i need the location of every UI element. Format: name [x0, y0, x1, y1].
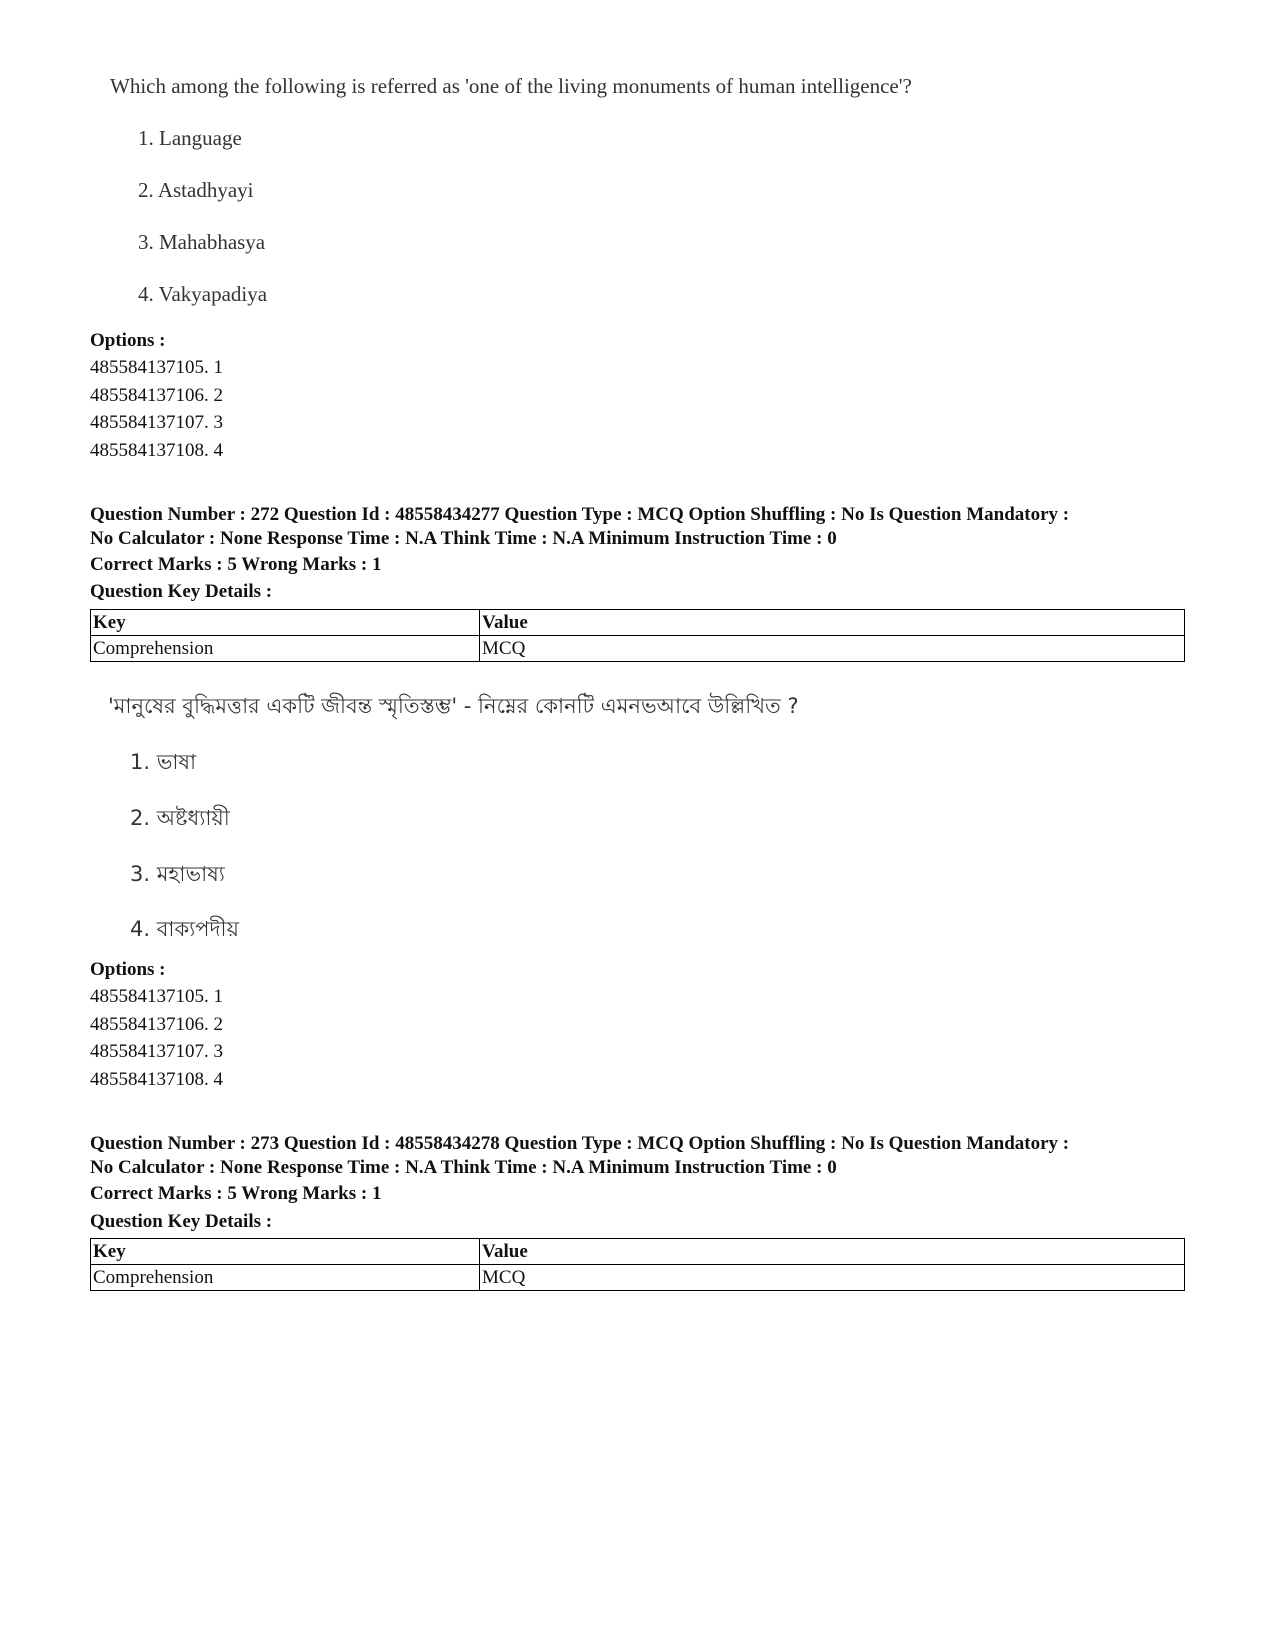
meta-line: Question Number : 273 Question Id : 48558434278 Question Type : MCQ Option Shuffling : No Is Question Mandatory :: [90, 1133, 1070, 1154]
marks-line: Correct Marks : 5 Wrong Marks : 1: [90, 554, 382, 575]
choice-item: 3. মহাভাষ্য: [130, 862, 225, 886]
option-id: 485584137108. 4: [90, 440, 223, 461]
table-header-value: Value: [480, 610, 1185, 636]
table-header-key: Key: [91, 610, 480, 636]
question-text-bengali: 'মানুষের বুদ্ধিমত্তার একটি জীবন্ত স্মৃতিস্তম্ভ' - নিম্নের কোনটি এমনভআবে উল্লিখিত ?: [108, 694, 799, 718]
option-id: 485584137107. 3: [90, 412, 223, 433]
question-meta-273: [90, 1132, 1200, 1180]
table-header-value: Value: [480, 1239, 1185, 1265]
table-cell-value: MCQ: [480, 1265, 1185, 1291]
option-id: 485584137106. 2: [90, 385, 223, 406]
choice-item: 3. Mahabhasya: [138, 230, 266, 254]
meta-line: No Calculator : None Response Time : N.A Think Time : N.A Minimum Instruction Time : 0: [90, 1157, 837, 1178]
question-text-english: Which among the following is referred as 'one of the living monuments of human intelligence'?: [110, 74, 912, 98]
table-cell-key: Comprehension: [91, 1265, 480, 1291]
meta-line: No Calculator : None Response Time : N.A Think Time : N.A Minimum Instruction Time : 0: [90, 528, 837, 549]
option-id: 485584137105. 1: [90, 986, 223, 1007]
choice-item: 2. Astadhyayi: [138, 178, 254, 202]
choice-item: 1. ভাষা: [130, 750, 197, 774]
key-details-table: [90, 609, 1185, 662]
table-row: [91, 636, 1185, 662]
key-details-label: Question Key Details :: [90, 1211, 273, 1232]
option-id: 485584137107. 3: [90, 1041, 223, 1062]
question-meta-272: [90, 503, 1200, 551]
key-details-table: [90, 1238, 1185, 1291]
option-id: 485584137106. 2: [90, 1014, 223, 1035]
table-header-row: [91, 610, 1185, 636]
meta-line: Question Number : 272 Question Id : 48558434277 Question Type : MCQ Option Shuffling : No Is Question Mandatory :: [90, 504, 1070, 525]
choice-item: 4. বাক্যপদীয়: [130, 917, 239, 941]
choice-item: 4. Vakyapadiya: [138, 282, 268, 306]
marks-line: Correct Marks : 5 Wrong Marks : 1: [90, 1183, 382, 1204]
option-id: 485584137108. 4: [90, 1069, 223, 1090]
option-id: 485584137105. 1: [90, 357, 223, 378]
table-header-key: Key: [91, 1239, 480, 1265]
table-cell-key: Comprehension: [91, 636, 480, 662]
options-label: Options :: [90, 959, 166, 980]
table-header-row: [91, 1239, 1185, 1265]
options-label: Options :: [90, 330, 166, 351]
key-details-label: Question Key Details :: [90, 581, 273, 602]
choice-item: 2. অষ্টধ্যায়ী: [130, 806, 230, 830]
table-row: [91, 1265, 1185, 1291]
table-cell-value: MCQ: [480, 636, 1185, 662]
choice-item: 1. Language: [138, 126, 242, 150]
